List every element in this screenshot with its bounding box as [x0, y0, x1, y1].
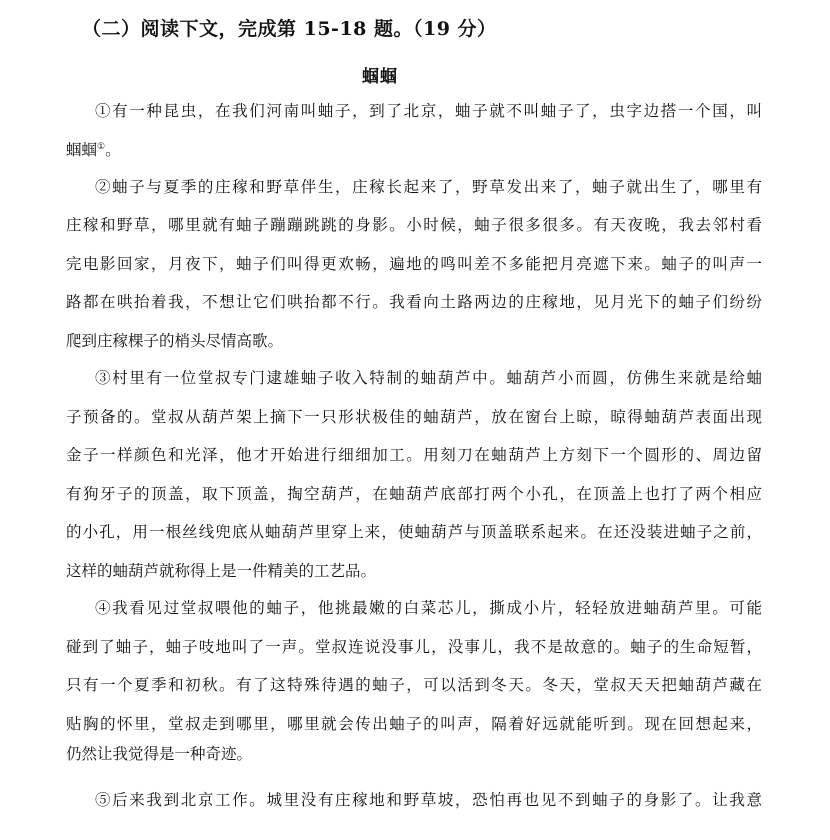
- paragraph-2-line-1: ②蚰子与夏季的庄稼和野草伴生，庄稼长起来了，野草发出来了，蚰子就出生了，哪里有: [95, 178, 762, 196]
- essay-title: 蝈蝈: [362, 67, 398, 87]
- paragraph-2-line-3: 完电影回家，月夜下，蚰子们叫得更欢畅，遍地的鸣叫差不多能把月亮遮下来。蚰子的叫声一: [66, 255, 762, 273]
- paragraph-4-line-2: 碰到了蚰子，蚰子吱地叫了一声。堂叔连说没事儿，没事儿，我不是故意的。蚰子的生命短暂，: [66, 638, 762, 656]
- paragraph-3-line-2: 子预备的。堂叔从葫芦架上摘下一只形状极佳的蚰葫芦，放在窗台上晾，晾得蚰葫芦表面出现: [66, 408, 762, 426]
- paragraph-3-line-6: 这样的蚰葫芦就称得上是一件精美的工艺品。: [66, 562, 377, 580]
- paragraph-2-line-4: 路都在哄抬着我，不想让它们哄抬都不行。我看向土路两边的庄稼地，见月光下的蚰子们纷纷: [66, 293, 762, 311]
- paragraph-1-end-punct: 。: [105, 141, 121, 159]
- paragraph-3-line-3: 金子一样颜色和光泽，他才开始进行细细加工。用刻刀在蚰葫芦上方刻下一个圆形的、周边留: [66, 446, 762, 464]
- paragraph-2-line-5: 爬到庄稼棵子的梢头尽情高歌。: [66, 332, 284, 350]
- paragraph-4-line-1: ④我看见过堂叔喂他的蚰子，他挑最嫩的白菜芯儿，撕成小片，轻轻放进蚰葫芦里。可能: [95, 599, 762, 617]
- paragraph-4-line-5-text: 仍然让我觉得是一种: [66, 745, 206, 763]
- section-heading: （二）阅读下文，完成第 15-18 题。（19 分）: [82, 18, 497, 40]
- paragraph-4-line-3: 只有一个夏季和初秋。有了这特殊待遇的蚰子，可以活到冬天。冬天，堂叔天天把蚰葫芦藏在: [66, 676, 762, 694]
- paragraph-1-line-2: [66, 140, 762, 160]
- paragraph-4-end-punct: 。: [236, 745, 253, 763]
- paragraph-4-line-5: [66, 744, 762, 764]
- footnote-mark: ①: [97, 141, 106, 152]
- paragraph-2-line-2: 庄稼和野草，哪里就有蚰子蹦蹦跳跳的身影。小时候，蚰子很多很多。有天夜晚，我去邻村看: [66, 216, 762, 234]
- emphasis-char-1: 奇: [205, 745, 222, 763]
- paragraph-1-line-1: ①有一种昆虫，在我们河南叫蚰子，到了北京，蚰子就不叫蚰子了，虫字边搭一个国，叫: [95, 102, 762, 120]
- paragraph-3-line-1: ③村里有一位堂叔专门逮雄蚰子收入特制的蚰葫芦中。蚰葫芦小而圆，仿佛生来就是给蚰: [95, 369, 762, 387]
- paragraph-3-line-5: 的小孔，用一根丝线兜底从蚰葫芦里穿上来，使蚰葫芦与顶盖联系起来。在还没装进蚰子之前，: [66, 523, 762, 541]
- emphasis-char-2: 迹: [221, 745, 237, 763]
- paragraph-4-line-4: 贴胸的怀里，堂叔走到哪里，哪里就会传出蚰子的叫声，隔着好远就能听到。现在回想起来，: [66, 715, 762, 733]
- paragraph-1-line-2-text: 蝈蝈: [66, 141, 98, 159]
- paragraph-5-line-1: ⑤后来我到北京工作。城里没有庄稼地和野草坡，恐怕再也见不到蚰子的身影了。让我意: [95, 791, 762, 809]
- paragraph-3-line-4: 有狗牙子的顶盖，取下顶盖，掏空葫芦，在蚰葫芦底部打两个小孔，在顶盖上也打了两个相应: [66, 485, 762, 503]
